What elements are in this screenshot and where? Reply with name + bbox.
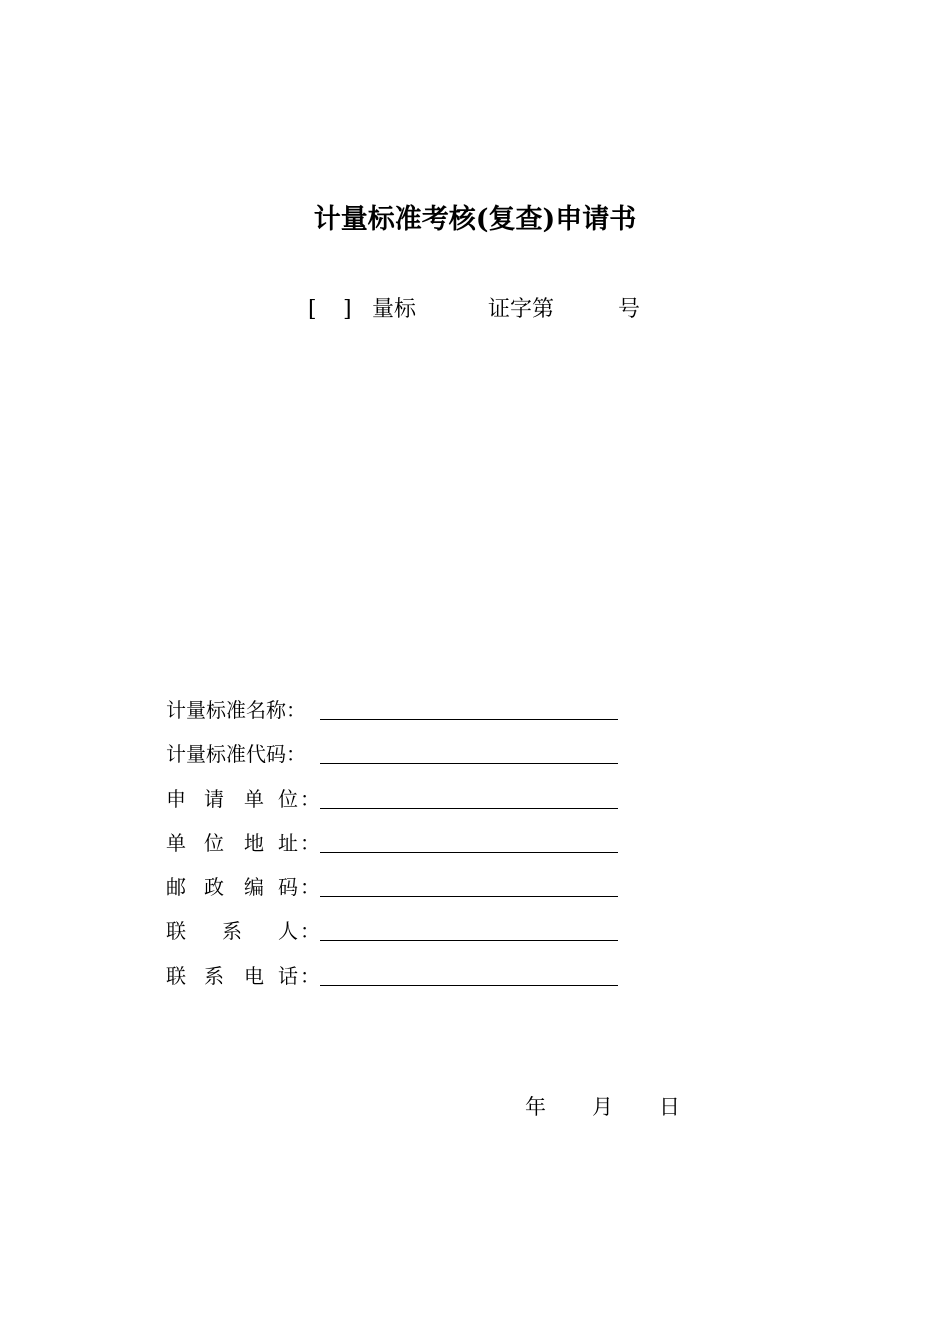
field-label-postal-code: 邮 政 编 码 ： [166,875,320,900]
field-label-unit-address: 单 位 地 址 ： [166,830,320,855]
field-line-unit-address[interactable] [320,852,618,853]
date-year: 年 [525,1095,546,1119]
certificate-close-bracket: ] [343,297,352,322]
field-line-standard-name[interactable] [320,719,618,720]
field-line-postal-code[interactable] [320,896,618,897]
date-month: 月 [592,1095,613,1119]
certificate-number-line [0,294,950,326]
signature-date [0,1091,950,1123]
certificate-open-bracket: [ [308,297,317,322]
field-label-applicant-unit: 申 请 单 位 ： [166,786,320,811]
certificate-suffix: 号 [618,297,641,322]
field-row-contact-phone [166,960,626,1004]
field-row-applicant-unit [166,783,626,827]
field-line-contact-person[interactable] [320,940,618,941]
certificate-middle: 证字第 [488,297,555,322]
field-row-standard-name [166,694,626,738]
field-line-applicant-unit[interactable] [320,808,618,809]
applicant-fields [166,694,626,1004]
document-title: 计量标准考核(复查)申请书 [313,204,637,235]
certificate-prefix: 量标 [372,297,417,322]
field-line-standard-code[interactable] [320,763,618,764]
field-row-contact-person [166,915,626,959]
field-row-postal-code [166,871,626,915]
field-label-contact-phone: 联 系 电 话 ： [166,963,320,988]
field-label-contact-person: 联 系 人 ： [166,919,320,944]
field-label-standard-code: 计量标准代码： [166,742,306,767]
field-line-contact-phone[interactable] [320,985,618,986]
field-row-standard-code [166,738,626,782]
field-row-unit-address [166,827,626,871]
date-day: 日 [659,1095,680,1119]
field-label-standard-name: 计量标准名称： [166,698,306,722]
